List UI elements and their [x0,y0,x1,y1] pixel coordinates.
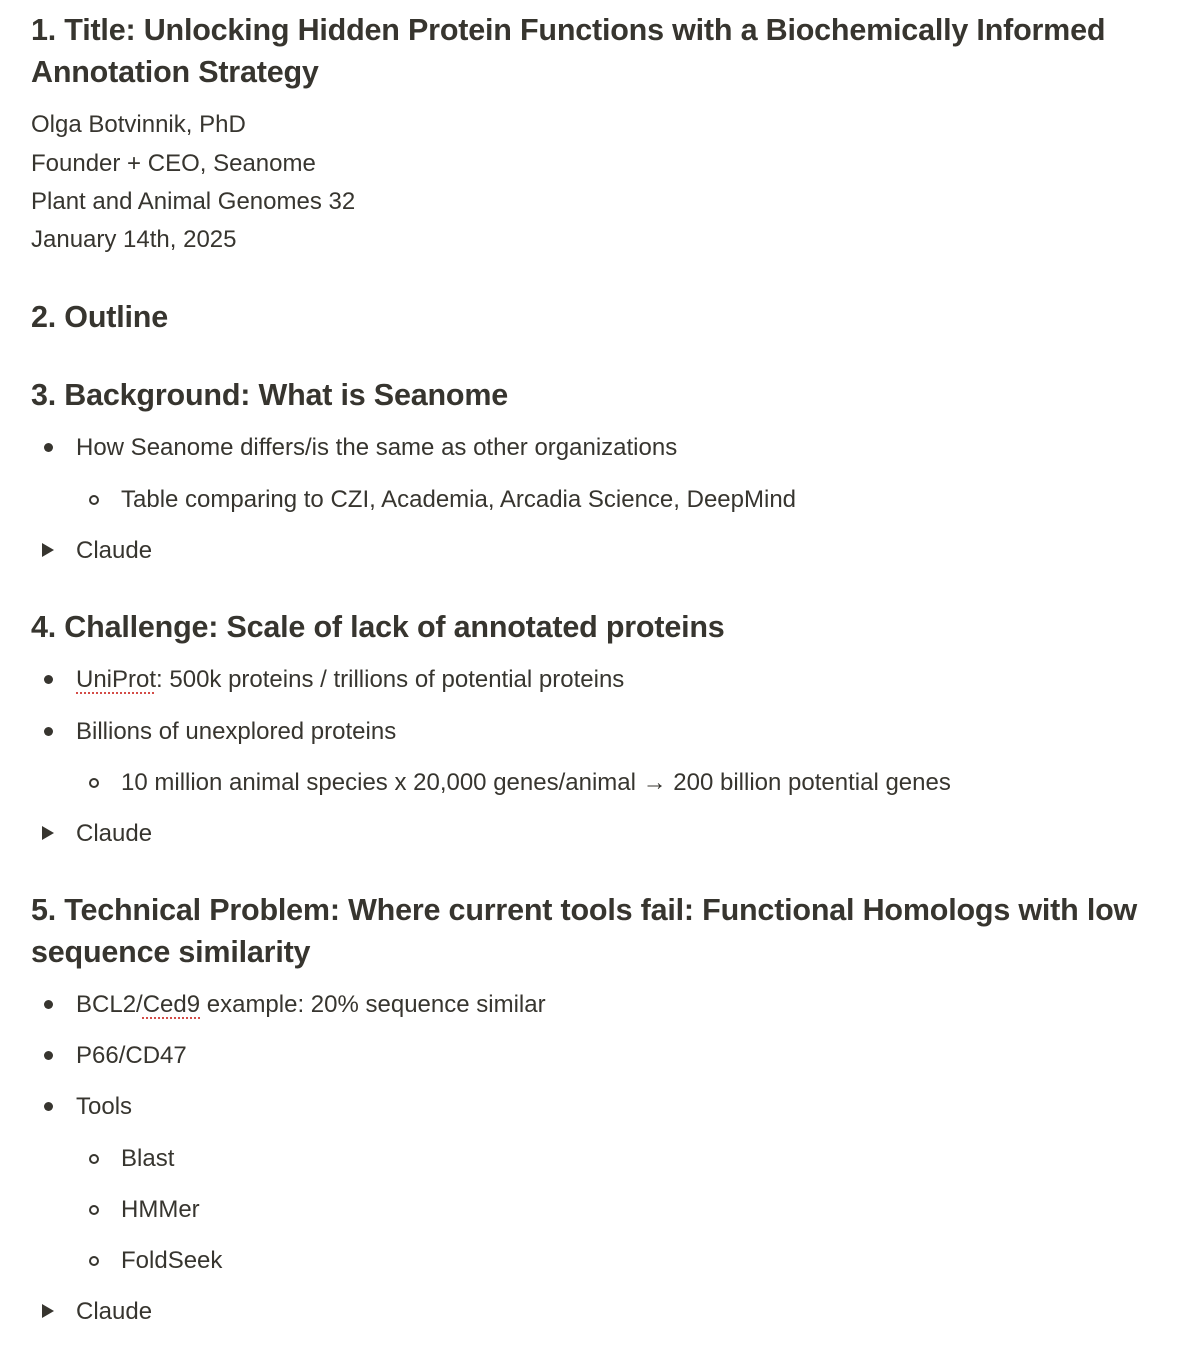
list-item-text: FoldSeek [121,1247,223,1274]
bullet-circle [89,778,99,788]
heading-challenge[interactable]: 4. Challenge: Scale of lack of annotated proteins [31,610,725,644]
list-item[interactable] [0,429,1188,467]
list-item[interactable] [0,1037,1188,1075]
heading-technical-problem[interactable]: 5. Technical Problem: Where current tools fail: Functional Homologs with low sequence similarity [31,893,1138,969]
list-item-text [76,986,546,1024]
list-item[interactable] [0,1088,1188,1126]
toggle-label[interactable]: Claude [76,1298,153,1325]
list-item-text: HMMer [121,1196,200,1223]
conference-name[interactable]: Plant and Animal Genomes 32 [31,188,356,215]
list-item[interactable] [0,661,1188,699]
bullet-circle [89,1154,99,1164]
bullet-circle [89,495,99,505]
list-item-text: Billions of unexplored proteins [76,718,397,745]
list-item[interactable] [0,986,1188,1024]
author-name[interactable]: Olga Botvinnik, PhD [31,111,246,138]
toggle-triangle-icon[interactable] [42,543,54,557]
bullet-dot [44,1102,53,1111]
bullet-dot [44,1000,53,1009]
list-item-text: Blast [121,1145,175,1172]
toggle-triangle-icon[interactable] [42,1304,54,1318]
list-item-text: 10 million animal species x 20,000 genes/animal → 200 billion potential genes [121,769,951,796]
toggle-triangle-icon[interactable] [42,826,54,840]
list-item-text-pre: BCL2/ [76,991,143,1018]
spellcheck-word: UniProt [76,666,157,693]
list-item[interactable] [0,713,1188,751]
bullet-dot [44,1051,53,1060]
heading-outline[interactable]: 2. Outline [31,300,168,334]
bullet-circle [89,1256,99,1266]
toggle-block[interactable] [0,532,1188,570]
author-role[interactable]: Founder + CEO, Seanome [31,150,316,177]
sub-list-item[interactable] [0,764,1188,802]
list-item-text: How Seanome differs/is the same as other organizations [76,434,678,461]
list-item-text: P66/CD47 [76,1042,187,1069]
sub-list-item[interactable] [0,1191,1188,1229]
toggle-label[interactable]: Claude [76,537,153,564]
bullet-circle [89,1205,99,1215]
list-item-text-rest: : 500k proteins / trillions of potential proteins [156,666,625,693]
sub-list-item[interactable] [0,481,1188,519]
toggle-block[interactable] [0,815,1188,853]
spellcheck-word: Ced9 [142,991,201,1018]
list-item-text: Tools [76,1093,133,1120]
bullet-dot [44,675,53,684]
bullet-dot [44,443,53,452]
sub-list-item[interactable] [0,1242,1188,1280]
presentation-date[interactable]: January 14th, 2025 [31,226,237,253]
list-item-text-rest: example: 20% sequence similar [200,991,546,1018]
heading-background[interactable]: 3. Background: What is Seanome [31,378,509,412]
list-item-text: Table comparing to CZI, Academia, Arcadia Science, DeepMind [121,486,797,513]
toggle-block[interactable] [0,1293,1188,1331]
toggle-label[interactable]: Claude [76,820,153,847]
list-item-text [76,661,624,699]
heading-title[interactable]: 1. Title: Unlocking Hidden Protein Functions with a Biochemically Informed Annotation Strategy [31,13,1106,89]
bullet-dot [44,727,53,736]
sub-list-item[interactable] [0,1140,1188,1178]
